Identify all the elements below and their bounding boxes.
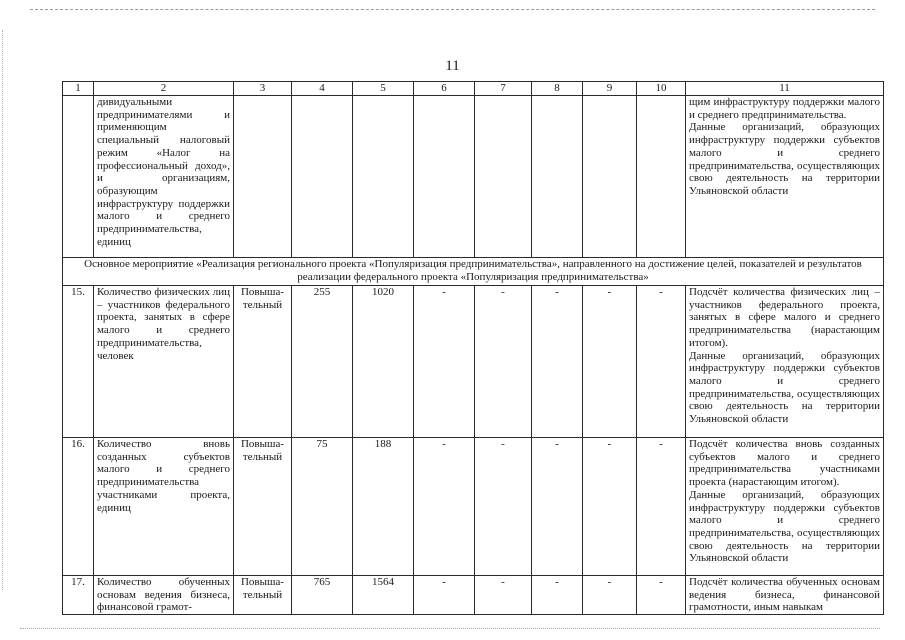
row-number: 16.	[63, 438, 94, 576]
section-row	[63, 258, 884, 286]
table-row-continued	[63, 96, 884, 258]
table-row	[63, 286, 884, 438]
value-col10: -	[637, 286, 686, 438]
value-cell	[353, 96, 414, 258]
value-col5: 188	[353, 438, 414, 576]
column-header: 1	[63, 82, 94, 96]
indicator-name: Количество обученных основам ведения бизнеса, финансовой грамот-	[94, 576, 234, 615]
value-col4: 765	[292, 576, 353, 615]
value-col4: 255	[292, 286, 353, 438]
value-col8: -	[532, 576, 583, 615]
section-title: Основное мероприятие «Реализация регионального проекта «Популяризация предпринимательства», направленного на достижение целей, показателей и результатов реализации федерального проекта «Популяризация предпринимательства»	[63, 258, 884, 286]
column-header: 11	[686, 82, 884, 96]
indicator-name: Количество вновь созданных субъектов малого и среднего предпринимательства участниками проекта, единиц	[94, 438, 234, 576]
value-cell	[532, 96, 583, 258]
value-cell	[475, 96, 532, 258]
value-cell	[637, 96, 686, 258]
indicator-name: Количество физических лиц – участников федерального проекта, занятых в сфере малого и среднего предпринимательства, человек	[94, 286, 234, 438]
page-number: 11	[445, 58, 460, 74]
table-row	[63, 576, 884, 615]
column-header: 2	[94, 82, 234, 96]
value-col9: -	[583, 438, 637, 576]
value-cell	[583, 96, 637, 258]
column-header: 6	[414, 82, 475, 96]
row-number-cell	[63, 96, 94, 258]
value-col8: -	[532, 438, 583, 576]
value-col9: -	[583, 286, 637, 438]
value-col5: 1020	[353, 286, 414, 438]
value-col4: 75	[292, 438, 353, 576]
value-cell	[292, 96, 353, 258]
value-col6: -	[414, 576, 475, 615]
indicator-type: Повыша- тельный	[234, 286, 292, 438]
value-col6: -	[414, 438, 475, 576]
calculation-method-cell: щим инфраструктуру поддержки малого и среднего предпринимательства. Данные организаций, образующих инфраструктуру поддержки субъектов малого и среднего предпринимательства, осуществляющих свою деятельность на территории Ульяновской области	[686, 96, 884, 258]
indicator-type: Повыша- тельный	[234, 438, 292, 576]
value-col9: -	[583, 576, 637, 615]
scan-edge-top	[30, 9, 875, 10]
calculation-method: Подсчёт количества вновь созданных субъектов малого и среднего предпринимательства участниками проекта (нарастающим итогом). Данные организаций, образующих инфраструктуру поддержки субъектов малого и среднего предпринимательства, осуществляющих свою деятельность на территории Ульяновской области	[686, 438, 884, 576]
indicator-type: Повыша- тельный	[234, 576, 292, 615]
column-header-row	[63, 82, 884, 96]
indicator-name-cell: дивидуальными предпринимателями и применяющим специальный налоговый режим «Налог на профессиональный доход», и организациям, образующим инфраструктуру поддержки малого и среднего предпринимательства, единиц	[94, 96, 234, 258]
column-header: 3	[234, 82, 292, 96]
scan-edge-bottom	[20, 628, 880, 629]
value-col7: -	[475, 438, 532, 576]
row-number: 15.	[63, 286, 94, 438]
indicator-type-cell	[234, 96, 292, 258]
column-header: 8	[532, 82, 583, 96]
value-col7: -	[475, 286, 532, 438]
column-header: 5	[353, 82, 414, 96]
calculation-method: Подсчёт количества обученных основам ведения бизнеса, финансовой грамотности, иным навыкам	[686, 576, 884, 615]
column-header: 4	[292, 82, 353, 96]
column-header: 7	[475, 82, 532, 96]
table-row	[63, 438, 884, 576]
value-col10: -	[637, 576, 686, 615]
column-header: 9	[583, 82, 637, 96]
column-header: 10	[637, 82, 686, 96]
value-col6: -	[414, 286, 475, 438]
value-col10: -	[637, 438, 686, 576]
value-col5: 1564	[353, 576, 414, 615]
scan-edge-left	[2, 30, 3, 590]
calculation-method: Подсчёт количества физических лиц – участников федерального проекта, занятых в сфере малого и среднего предпринимательства (нарастающим итогом). Данные организаций, образующих инфраструктуру поддержки субъектов малого и среднего предпринимательства, осуществляющих свою деятельность на территории Ульяновской области	[686, 286, 884, 438]
value-col7: -	[475, 576, 532, 615]
row-number: 17.	[63, 576, 94, 615]
indicators-table	[62, 81, 884, 615]
value-col8: -	[532, 286, 583, 438]
value-cell	[414, 96, 475, 258]
